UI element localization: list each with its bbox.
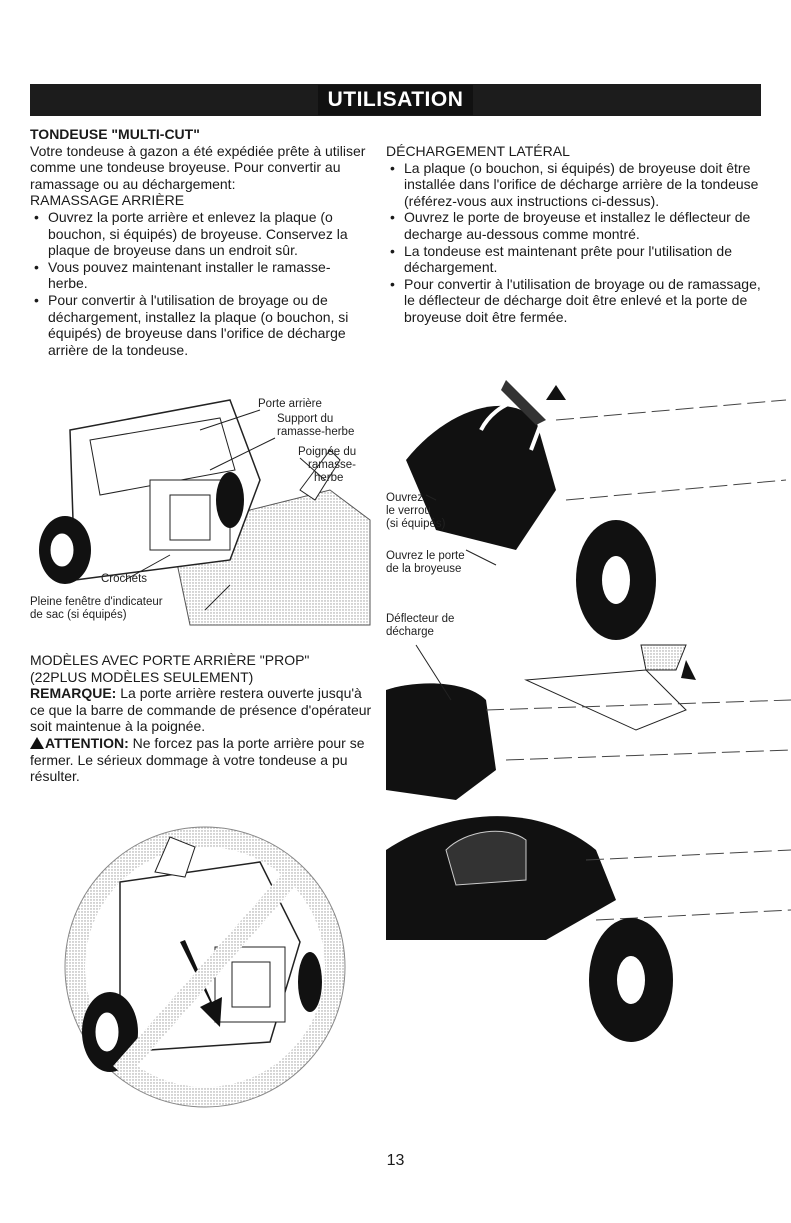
label-full-bag-1: Pleine fenêtre d'indicateur	[30, 596, 163, 608]
right-column-text	[386, 143, 761, 326]
side-discharge-illustration	[386, 380, 791, 1110]
do-not-force-door-illustration	[60, 812, 350, 1122]
label-rear-door: Porte arrière	[258, 398, 322, 410]
label-open-lock-3: (si équipés)	[386, 518, 446, 530]
label-hooks: Crochets	[101, 573, 148, 585]
label-open-door-1: Ouvrez le porte	[386, 550, 465, 562]
list-item: • La plaque (o bouchon, si équipés) de broyeuse doit être installée dans l'orifice de décharge arrière de la tondeuse (référez-vous aux instructions ci-dessus).	[386, 160, 761, 210]
header-bar	[30, 84, 761, 116]
subheading-rear-bagging: RAMASSAGE ARRIÈRE	[30, 192, 185, 209]
label-bag-support-2: ramasse-herbe	[277, 426, 355, 438]
page-number: 13	[386, 1152, 405, 1169]
label-bag-handle-1: Poignée du	[298, 446, 357, 458]
note-paragraph	[30, 685, 375, 735]
note-text: La porte arrière restera ouverte jusqu'à ce que la barre de commande de présence d'opérateur soit maintenue à la poignée.	[30, 685, 372, 735]
list-item: • Pour convertir à l'utilisation de broyage ou de déchargement, installez la plaque (o bouchon, si équipés) de broyeuse dans l'orifice de décharge arrière de la tondeuse.	[30, 292, 368, 358]
caution-paragraph	[30, 735, 375, 785]
models-title-1: MODÈLES AVEC PORTE ARRIÈRE "PROP"	[30, 652, 310, 668]
label-bag-handle-2: ramasse-	[308, 459, 356, 471]
intro-paragraph: Votre tondeuse à gazon a été expédiée prête à utiliser comme une tondeuse broyeuse. Pour convertir au ramassage ou au déchargement:	[30, 142, 366, 192]
label-bag-handle-3: herbe	[314, 472, 344, 484]
label-bag-support-1: Support du	[277, 413, 334, 425]
left-column-text	[30, 126, 368, 358]
list-item: • Ouvrez le porte de broyeuse et installez le déflecteur de decharge au-dessous comme montré.	[386, 209, 761, 242]
label-open-lock-1: Ouvrez	[386, 492, 424, 504]
prop-door-section	[30, 652, 375, 785]
section-title-side-discharge: DÉCHARGEMENT LATÉRAL	[386, 143, 570, 159]
label-open-door-2: de la broyeuse	[386, 563, 462, 575]
label-deflector-1: Déflecteur de	[386, 613, 455, 625]
list-item: • La tondeuse est maintenant prête pour l'utilisation de déchargement.	[386, 243, 761, 276]
warning-triangle-icon	[30, 737, 44, 749]
models-title-2: (22PLUS MODÈLES SEULEMENT)	[30, 668, 254, 685]
list-item: • Vous pouvez maintenant installer le ramasse-herbe.	[30, 259, 368, 292]
list-item: • Pour convertir à l'utilisation de broyage ou de ramassage, le déflecteur de décharge doit être enlevé et la porte de broyeuse doit être fermée.	[386, 276, 761, 326]
side-discharge-steps	[386, 160, 761, 326]
label-full-bag-2: de sac (si équipés)	[30, 609, 127, 621]
section-title-multicut: TONDEUSE "MULTI-CUT"	[30, 126, 200, 142]
note-label: REMARQUE:	[30, 685, 117, 702]
label-deflector-2: décharge	[386, 626, 434, 638]
caution-text: Ne forcez pas la porte arrière pour se fermer. Le sérieux dommage à votre tondeuse a pu résulter.	[30, 734, 365, 785]
caution-label: ATTENTION:	[45, 734, 129, 751]
label-open-lock-2: le verrou	[386, 505, 431, 517]
list-item: • Ouvrez la porte arrière et enlevez la plaque (o bouchon, si équipés) de broyeuse. Conservez la plaque de broyeuse dans un endroit sûr.	[30, 209, 368, 259]
page-title: UTILISATION	[318, 85, 474, 115]
rear-bagging-steps	[30, 209, 368, 358]
